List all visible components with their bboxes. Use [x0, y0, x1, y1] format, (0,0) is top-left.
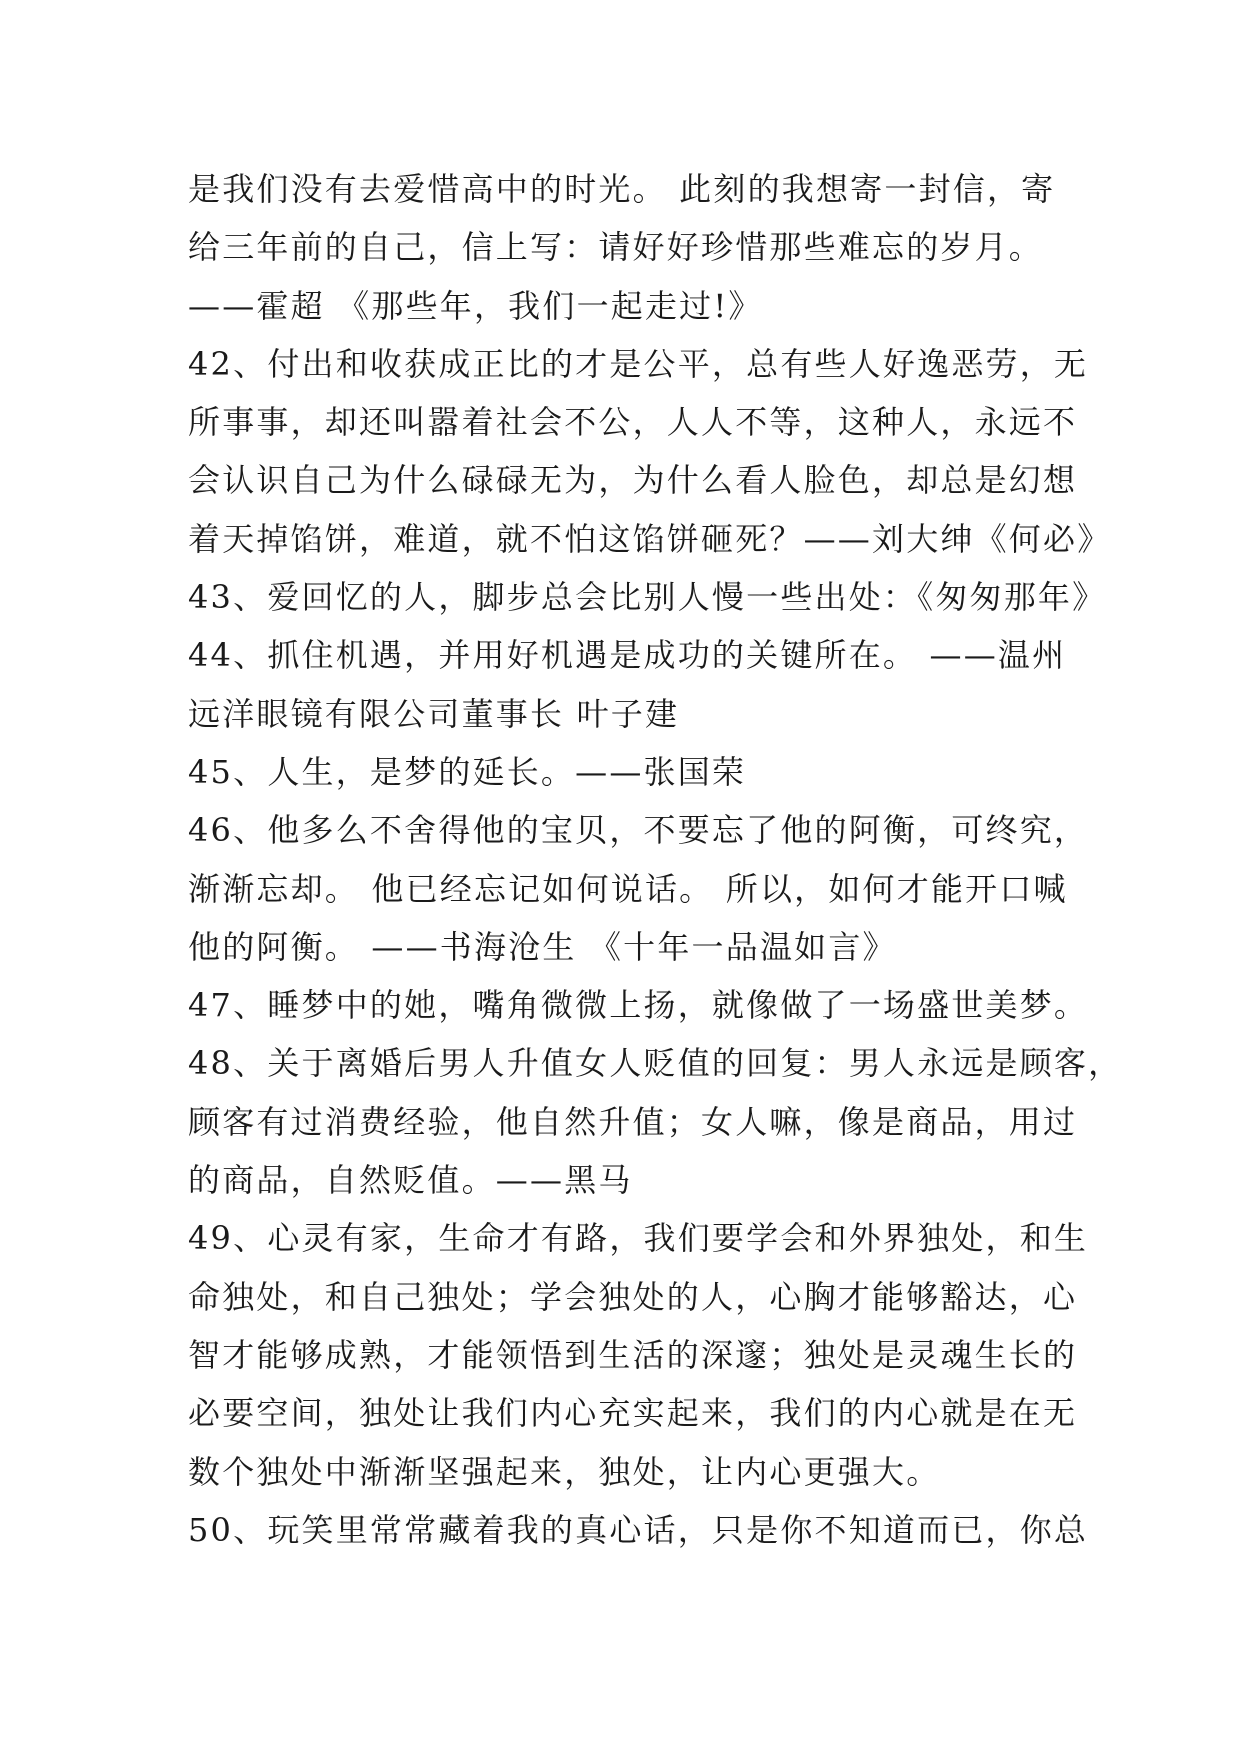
- text-line: 顾客有过消费经验，他自然升值；女人嘛，像是商品，用过: [188, 1102, 1078, 1141]
- text-line: 45、人生，是梦的延长。——张国荣: [188, 752, 747, 791]
- text-line: 49、心灵有家，生命才有路，我们要学会和外界独处，和生: [188, 1219, 1089, 1258]
- text-line: 47、睡梦中的她，嘴角微微上扬，就像做了一场盛世美梦。: [188, 986, 1089, 1025]
- text-line: 给三年前的自己，信上写：请好好珍惜那些难忘的岁月。: [188, 228, 1044, 267]
- text-line: 是我们没有去爱惜高中的时光。 此刻的我想寄一封信，寄: [188, 170, 1056, 208]
- text-line: 着天掉馅饼，难道，就不怕这馅饼砸死？——刘大绅《何必》: [188, 519, 1112, 558]
- text-line: 所事事，却还叫嚣着社会不公，人人不等，这种人，永远不: [188, 403, 1078, 442]
- text-line: 必要空间，独处让我们内心充实起来，我们的内心就是在无: [188, 1394, 1078, 1433]
- text-line: 50、玩笑里常常藏着我的真心话，只是你不知道而已，你总: [188, 1510, 1089, 1549]
- document-body: [188, 160, 1123, 1559]
- text-line: 48、关于离婚后男人升值女人贬值的回复：男人永远是顾客，: [188, 1044, 1123, 1083]
- text-line: 46、他多么不舍得他的宝贝，不要忘了他的阿衡，可终究，: [188, 811, 1089, 850]
- text-line: 会认识自己为什么碌碌无为，为什么看人脸色，却总是幻想: [188, 461, 1078, 500]
- text-line: 他的阿衡。 ——书海沧生 《十年一品温如言》: [188, 927, 897, 966]
- text-line: 命独处，和自己独处；学会独处的人，心胸才能够豁达，心: [188, 1277, 1078, 1316]
- text-line: 42、付出和收获成正比的才是公平，总有些人好逸恶劳，无: [188, 344, 1089, 383]
- text-line: 渐渐忘却。 他已经忘记如何说话。 所以，如何才能开口喊: [188, 869, 1068, 908]
- text-line: 44、抓住机遇，并用好机遇是成功的关键所在。 ——温州: [188, 636, 1067, 675]
- text-line: ——霍超 《那些年，我们一起走过!》: [188, 286, 763, 325]
- text-line: 智才能够成熟，才能领悟到生活的深邃；独处是灵魂生长的: [188, 1335, 1078, 1374]
- text-line: 的商品，自然贬值。——黑马: [188, 1161, 633, 1200]
- text-line: 数个独处中渐渐坚强起来，独处，让内心更强大。: [188, 1452, 941, 1491]
- text-line: 远洋眼镜有限公司董事长 叶子建: [188, 694, 680, 733]
- text-line: 43、爱回忆的人，脚步总会比别人慢一些出处：《匆匆那年》: [188, 578, 1107, 617]
